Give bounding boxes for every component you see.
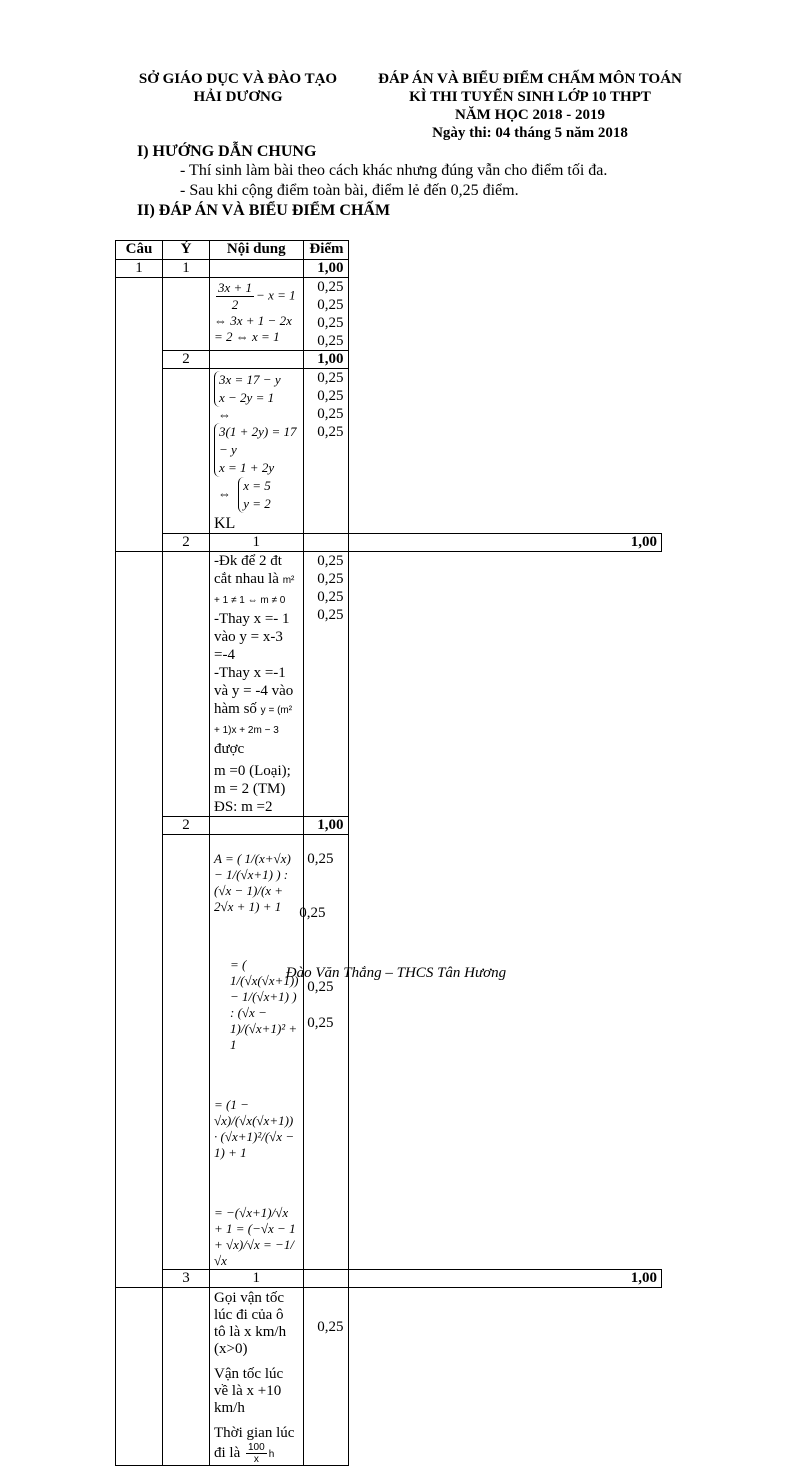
frac-num: 3x + 1 bbox=[218, 280, 253, 295]
score: 0,25 bbox=[317, 1319, 344, 1335]
score: 0,25 bbox=[317, 406, 344, 422]
table-row bbox=[116, 552, 662, 817]
score: 0,25 bbox=[317, 553, 344, 569]
note-2: - Sau khi cộng điểm toàn bài, điểm lẻ đến 0,25 điểm. bbox=[180, 182, 519, 199]
y-number: 2 bbox=[163, 817, 210, 835]
score: 0,25 bbox=[317, 370, 344, 386]
doc-title: ĐÁP ÁN VÀ BIỂU ĐIỂM CHẤM MÔN TOÁN bbox=[378, 71, 682, 87]
cau-number: 2 bbox=[163, 534, 210, 552]
section2-title: II) ĐÁP ÁN VÀ BIỂU ĐIỂM CHẤM bbox=[137, 202, 391, 219]
col-y: Ý bbox=[163, 241, 210, 260]
table-row bbox=[116, 260, 662, 278]
note-1: - Thí sinh làm bài theo cách khác nhưng đúng vẫn cho điểm tối đa. bbox=[180, 162, 608, 179]
score: 0,25 bbox=[317, 589, 344, 605]
score-total: 1,00 bbox=[348, 1270, 661, 1288]
formula-3: = (1 − √x)/(√x(√x+1)) · (√x+1)²/(√x − 1) + 1 bbox=[214, 1097, 295, 1160]
exam-name: KÌ THI TUYỂN SINH LỚP 10 THPT bbox=[409, 89, 651, 105]
score: 0,25 bbox=[299, 905, 326, 921]
col-noidung: Nội dung bbox=[210, 241, 304, 260]
table-row bbox=[116, 278, 662, 351]
dept-name: SỞ GIÁO DỤC VÀ ĐÀO TẠO bbox=[138, 71, 338, 87]
score: 0,25 bbox=[307, 979, 334, 995]
cau-number: 3 bbox=[163, 1270, 210, 1288]
score-total: 1,00 bbox=[303, 260, 348, 278]
y-number: 1 bbox=[163, 260, 210, 278]
answer-3-1: Gọi vận tốc lúc đi của ô tô là x km/h (x>0) Vận tốc lúc về là x +10 km/h Thời gian lúc đi là $\frac{100}{x}$ h bbox=[210, 1288, 304, 1466]
score: 0,25 bbox=[317, 315, 344, 331]
section1-title: I) HƯỚNG DẪN CHUNG bbox=[137, 143, 317, 160]
score-total: 1,00 bbox=[303, 351, 348, 369]
table-header bbox=[116, 241, 662, 260]
score: 0,25 bbox=[317, 279, 344, 295]
table-row bbox=[116, 351, 662, 369]
table-row bbox=[116, 1288, 662, 1466]
formula-2: = ( 1/(√x(√x+1)) − 1/(√x+1) ) : (√x − 1)/(√x+1)² + 1 bbox=[230, 957, 299, 1052]
y-number: 1 bbox=[210, 1270, 304, 1288]
header-left bbox=[120, 70, 356, 106]
score: 0,25 bbox=[307, 1015, 334, 1031]
table-row bbox=[116, 534, 662, 552]
equation: − x = 1 ⇔ 3x + 1 − 2x = 2 ⇔ x = 1 bbox=[214, 287, 296, 344]
col-diem: Điểm bbox=[303, 241, 348, 260]
score: 0,25 bbox=[317, 388, 344, 404]
score-total: 1,00 bbox=[303, 817, 348, 835]
province-name: HẢI DƯƠNG bbox=[193, 89, 283, 105]
answer-1-1 bbox=[210, 278, 304, 351]
exam-date: Ngày thi: 04 tháng 5 năm 2018 bbox=[432, 125, 628, 141]
cau-number: 1 bbox=[116, 260, 163, 278]
answer-2-2 bbox=[210, 835, 304, 1270]
answer-table bbox=[115, 240, 662, 1466]
system-2: 3(1 + 2y) = 17 − y x = 1 + 2y bbox=[214, 423, 299, 477]
formula-1: A = ( 1/(x+√x) − 1/(√x+1) ) : (√x − 1)/(x + 2√x + 1) + 1 bbox=[214, 851, 291, 914]
system-3: x = 5 y = 2 bbox=[238, 477, 271, 513]
system-1: 3x = 17 − y x − 2y = 1 bbox=[214, 371, 281, 407]
table-row bbox=[116, 817, 662, 835]
score: 0,25 bbox=[317, 571, 344, 587]
answer-1-2: 3x = 17 − y x − 2y = 1 ⇔ 3(1 + 2y) = 17 − y x = 1 + 2y ⇔ x = 5 y = 2 KL bbox=[210, 369, 304, 534]
score: 0,25 bbox=[317, 424, 344, 440]
header-right bbox=[360, 70, 700, 142]
formula-4: = −(√x+1)/√x + 1 = (−√x − 1 + √x)/√x = −1/√x bbox=[214, 1205, 296, 1268]
conclusion: KL bbox=[214, 515, 236, 532]
y-number: 2 bbox=[163, 351, 210, 369]
table-row bbox=[116, 1270, 662, 1288]
score: 0,25 bbox=[317, 607, 344, 623]
school-year: NĂM HỌC 2018 - 2019 bbox=[455, 107, 605, 123]
footer-author: Đào Văn Thắng – THCS Tân Hương bbox=[285, 965, 507, 981]
col-cau: Câu bbox=[116, 241, 163, 260]
score-total: 1,00 bbox=[348, 534, 661, 552]
frac-den: 2 bbox=[231, 297, 239, 312]
table-row bbox=[116, 369, 662, 534]
score: 0,25 bbox=[317, 333, 344, 349]
answer-2-1: -Đk để 2 đt cắt nhau là m² + 1 ≠ 1 ⇔ m ≠ 0 -Thay x =- 1 vào y = x-3 =-4 -Thay x =-1 và y = -4 vào hàm số y = (m² + 1)x + 2m − 3 được m =0 (Loại); m = 2 (TM) ĐS: m =2 bbox=[210, 552, 304, 817]
score: 0,25 bbox=[317, 297, 344, 313]
y-number: 1 bbox=[210, 534, 304, 552]
table-row bbox=[116, 835, 662, 1270]
score: 0,25 bbox=[307, 851, 334, 867]
